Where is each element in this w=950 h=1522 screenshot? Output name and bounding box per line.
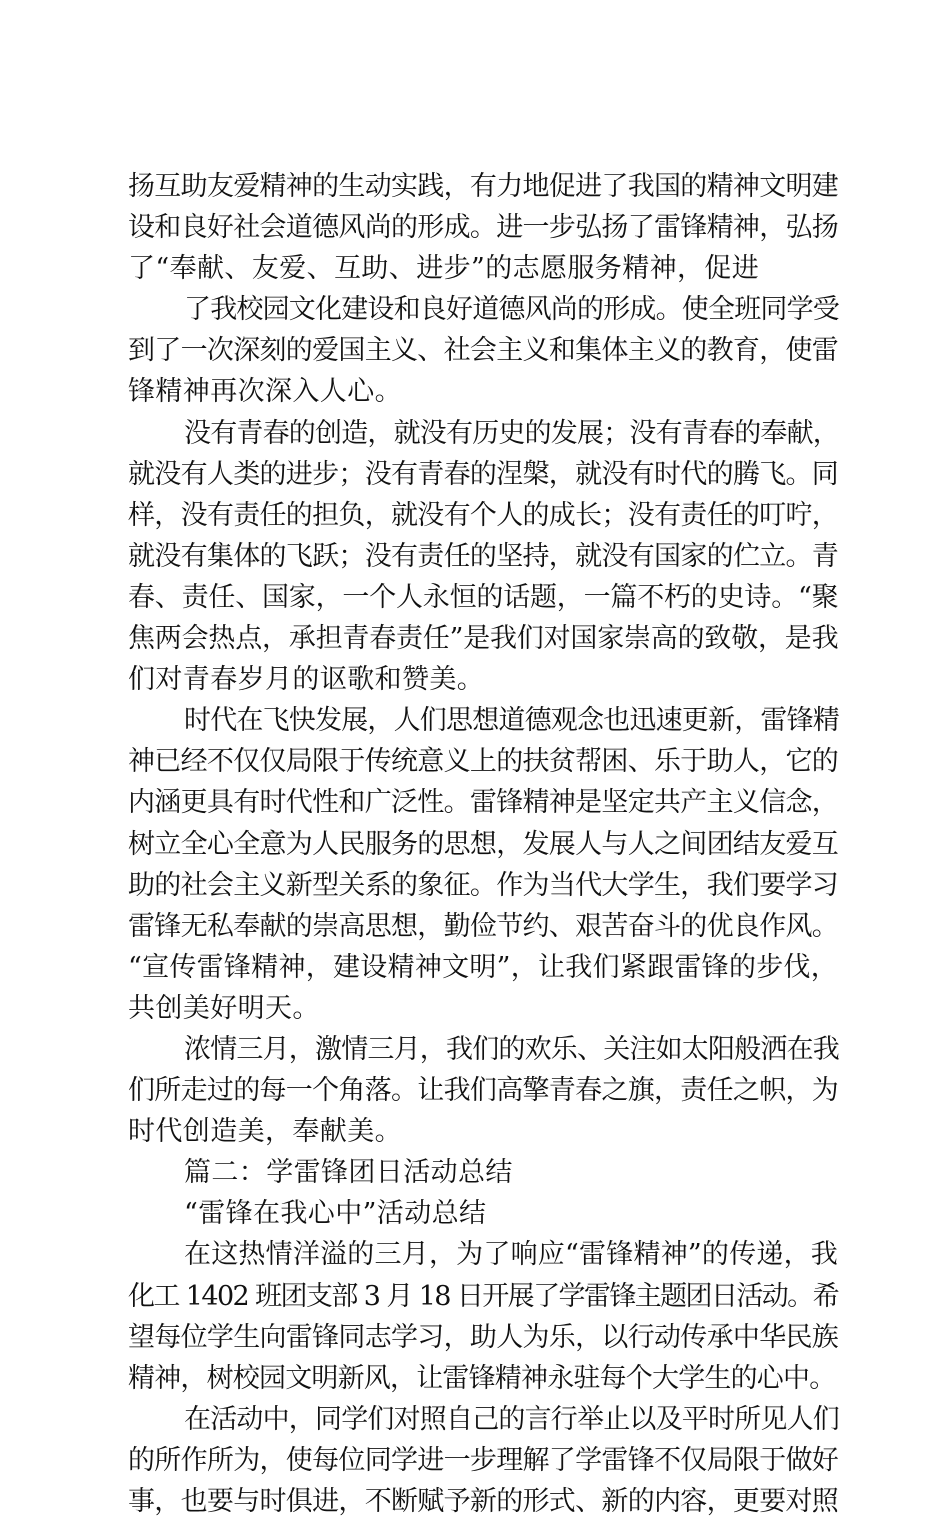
text-line: 雷锋无私奉献的崇高思想，勤俭节约、艰苦奋斗的优良作风。 <box>128 910 838 942</box>
text-line: 就没有集体的飞跃；没有责任的坚持，就没有国家的伫立。青 <box>128 540 838 572</box>
text-line: 设和良好社会道德风尚的形成。进一步弘扬了雷锋精神，弘扬 <box>128 212 838 244</box>
text-line: 没有青春的创造，就没有历史的发展；没有青春的奉献， <box>184 417 839 449</box>
text-line: 时代创造美，奉献美。 <box>128 1116 402 1148</box>
text-line: 浓情三月，激情三月，我们的欢乐、关注如太阳般洒在我 <box>184 1033 839 1065</box>
text-line: 了“奉献、友爱、互助、进步”的志愿服务精神，促进 <box>128 253 760 285</box>
text-line: 焦两会热点，承担青春责任”是我们对国家崇高的致敬，是我 <box>128 623 839 655</box>
text-line: 化工 1402 班团支部 3 月 18 日开展了学雷锋主题团日活动。希 <box>128 1280 838 1312</box>
text-line: 篇二：学雷锋团日活动总结 <box>184 1157 513 1189</box>
text-line: 事，也要与时俱进，不断赋予新的形式、新的内容，更要对照 <box>128 1486 838 1517</box>
text-line: 的所作所为，使每位同学进一步理解了学雷锋不仅局限于做好 <box>128 1444 838 1476</box>
text-line: 时代在飞快发展，人们思想道德观念也迅速更新，雷锋精 <box>184 705 839 737</box>
text-line: 春、责任、国家，一个人永恒的话题，一篇不朽的史诗。“聚 <box>128 581 839 613</box>
text-line: 们对青春岁月的讴歌和赞美。 <box>128 664 485 696</box>
text-line: 就没有人类的进步；没有青春的涅槃，就没有时代的腾飞。同 <box>128 458 838 490</box>
text-line: 样，没有责任的担负，就没有个人的成长；没有责任的叮咛， <box>128 499 838 531</box>
text-line: 们所走过的每一个角落。让我们高擎青春之旗，责任之帜，为 <box>128 1075 838 1107</box>
text-line: 内涵更具有时代性和广泛性。雷锋精神是坚定共产主义信念， <box>128 787 838 819</box>
text-line: 扬互助友爱精神的生动实践，有力地促进了我国的精神文明建 <box>128 171 838 202</box>
text-line: 助的社会主义新型关系的象征。作为当代大学生，我们要学习 <box>128 869 838 901</box>
text-line: 到了一次深刻的爱国主义、社会主义和集体主义的教育，使雷 <box>128 335 838 367</box>
text-line: “雷锋在我心中”活动总结 <box>184 1198 487 1230</box>
text-line: 望每位学生向雷锋同志学习，助人为乐，以行动传承中华民族 <box>128 1321 838 1353</box>
text-line: “宣传雷锋精神，建设精神文明”，让我们紧跟雷锋的步伐， <box>128 951 838 983</box>
text-line: 神已经不仅仅局限于传统意义上的扶贫帮困、乐于助人，它的 <box>128 746 838 778</box>
text-line: 了我校园文化建设和良好道德风尚的形成。使全班同学受 <box>184 294 839 326</box>
text-line: 在这热情洋溢的三月，为了响应“雷锋精神”的传递，我 <box>184 1239 838 1271</box>
text-line: 锋精神再次深入人心。 <box>128 376 402 408</box>
text-line: 在活动中，同学们对照自己的言行举止以及平时所见人们 <box>184 1403 839 1435</box>
document-body <box>128 166 838 1522</box>
text-line: 精神，树校园文明新风，让雷锋精神永驻每个大学生的心中。 <box>128 1362 836 1394</box>
text-line: 树立全心全意为人民服务的思想，发展人与人之间团结友爱互 <box>128 828 838 860</box>
text-line: 共创美好明天。 <box>128 992 320 1024</box>
